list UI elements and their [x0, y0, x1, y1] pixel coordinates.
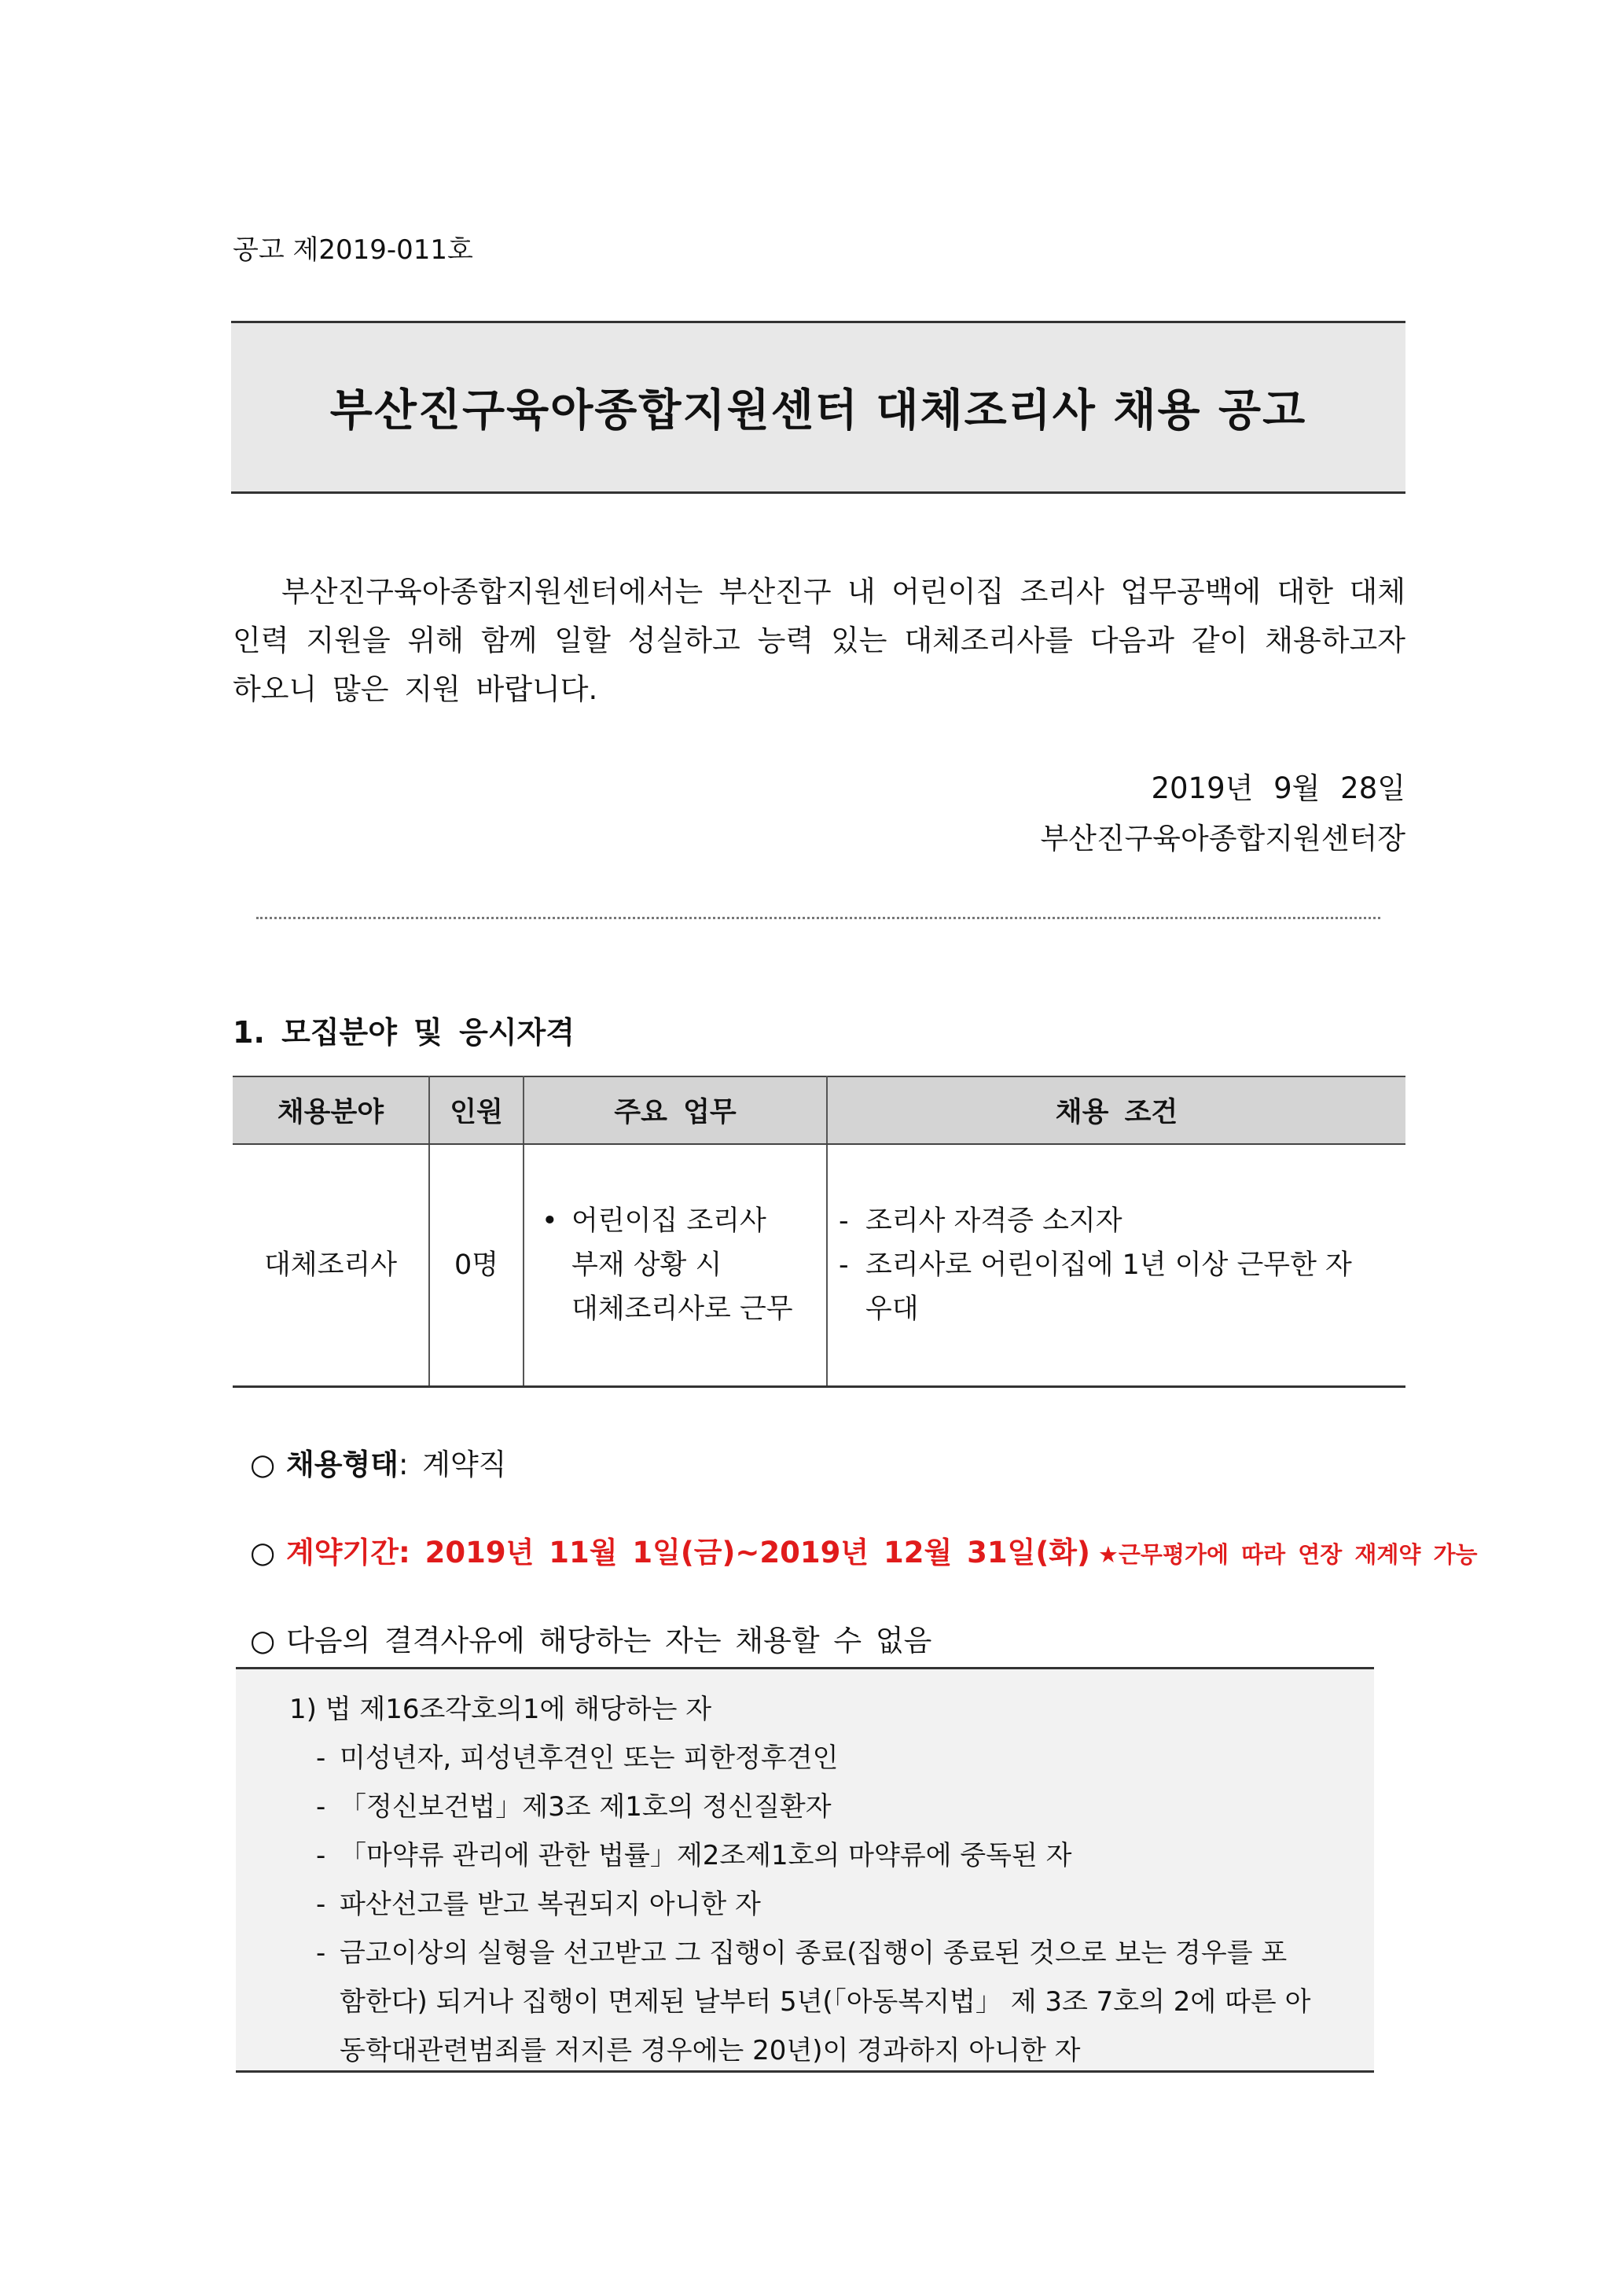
document-title: 부산진구육아종합지원센터 대체조리사 채용 공고 [329, 385, 1307, 436]
list-item-continuation [289, 1978, 1327, 2026]
header-count: 인원 [429, 1076, 524, 1144]
cell-condition [827, 1144, 1405, 1387]
list-item-text: 「정신보건법」제3조 제1호의 정신질환자 [340, 1791, 832, 1823]
employment-type [250, 1441, 506, 1483]
disqualification-box [236, 1667, 1374, 2073]
duty-text: 어린이집 조리사 [571, 1205, 766, 1237]
list-item [289, 1734, 1327, 1783]
employment-type-value: : 계약직 [398, 1448, 507, 1481]
section-heading: 1. 모집분야 및 응시자격 [233, 1015, 575, 1050]
list-item-text: 파산선고를 받고 복권되지 아니한 자 [340, 1889, 761, 1920]
table-row [233, 1144, 1405, 1387]
table-header-row [233, 1076, 1405, 1144]
title-box [231, 321, 1405, 494]
dash-icon: - [839, 1249, 849, 1281]
circle-icon: ○ [250, 1536, 276, 1569]
contract-period-text: 계약기간: 2019년 11월 1일(금)~2019년 12월 31일(화) [286, 1536, 1090, 1569]
dash-icon: - [316, 1791, 326, 1823]
list-item [289, 1929, 1327, 1978]
dotted-divider [256, 917, 1380, 919]
intro-paragraph: 부산진구육아종합지원센터에서는 부산진구 내 어린이집 조리사 업무공백에 대한 대체인력 지원을 위해 함께 일할 성실하고 능력 있는 대체조리사를 다음과 같이 채용하고자 하오니 많은 지원 바랍니다. [233, 575, 1405, 706]
condition-line [839, 1287, 1405, 1331]
dash-icon: - [316, 1840, 326, 1871]
contract-note: ★근무평가에 따라 연장 재계약 가능 [1097, 1541, 1478, 1568]
disqualification-text: 다음의 결격사유에 해당하는 자는 채용할 수 없음 [286, 1624, 932, 1658]
list-item-text: 「마약류 관리에 관한 법률」제2조제1호의 마약류에 중독된 자 [340, 1840, 1072, 1871]
cell-duty [524, 1144, 827, 1387]
header-duty: 주요 업무 [524, 1076, 827, 1144]
bullet-icon: • [542, 1205, 558, 1237]
list-item-continuation [289, 2026, 1327, 2075]
notice-number: 공고 제2019-011호 [233, 234, 473, 266]
condition-line [839, 1199, 1405, 1243]
disqualify-heading: 1) 법 제16조각호의1에 해당하는 자 [289, 1694, 712, 1725]
duty-text: 부재 상황 시 [571, 1249, 722, 1281]
list-item-text: 동학대관련범죄를 저지른 경우에는 20년)이 경과하지 아니한 자 [340, 2035, 1081, 2066]
dash-icon: - [839, 1205, 849, 1237]
condition-text: 조리사로 어린이집에 1년 이상 근무한 자 [865, 1249, 1352, 1281]
dash-icon: - [316, 1742, 326, 1774]
condition-text: 우대 [865, 1293, 919, 1325]
notice-date: 2019년 9월 28일 [1151, 771, 1405, 805]
cell-field: 대체조리사 [233, 1144, 429, 1387]
employment-type-label: 채용형태 [286, 1448, 399, 1481]
list-item [289, 1783, 1327, 1831]
list-item [289, 1831, 1327, 1880]
cell-count: 0명 [429, 1144, 524, 1387]
dash-icon: - [316, 1937, 326, 1969]
list-item-text: 함한다) 되거나 집행이 면제된 날부터 5년(「아동복지법」 제 3조 7호의 2에 따른 아 [340, 1986, 1311, 2018]
circle-icon: ○ [250, 1448, 276, 1481]
header-field: 채용분야 [233, 1076, 429, 1144]
contract-period [250, 1529, 1478, 1571]
duty-text: 대체조리사로 근무 [571, 1293, 793, 1325]
header-condition: 채용 조건 [827, 1076, 1405, 1144]
duty-line [542, 1199, 825, 1243]
list-item-text: 미성년자, 피성년후견인 또는 피한정후견인 [340, 1742, 839, 1774]
circle-icon: ○ [250, 1624, 276, 1658]
dash-icon: - [316, 1889, 326, 1920]
recruitment-table [233, 1076, 1405, 1388]
disqualification-notice [250, 1617, 931, 1659]
condition-text: 조리사 자격증 소지자 [865, 1205, 1122, 1237]
list-item-text: 금고이상의 실형을 선고받고 그 집행이 종료(집행이 종료된 것으로 보는 경우를 포 [340, 1937, 1288, 1969]
list-item [289, 1880, 1327, 1929]
condition-line [839, 1243, 1405, 1287]
issuer: 부산진구육아종합지원센터장 [1040, 822, 1405, 855]
